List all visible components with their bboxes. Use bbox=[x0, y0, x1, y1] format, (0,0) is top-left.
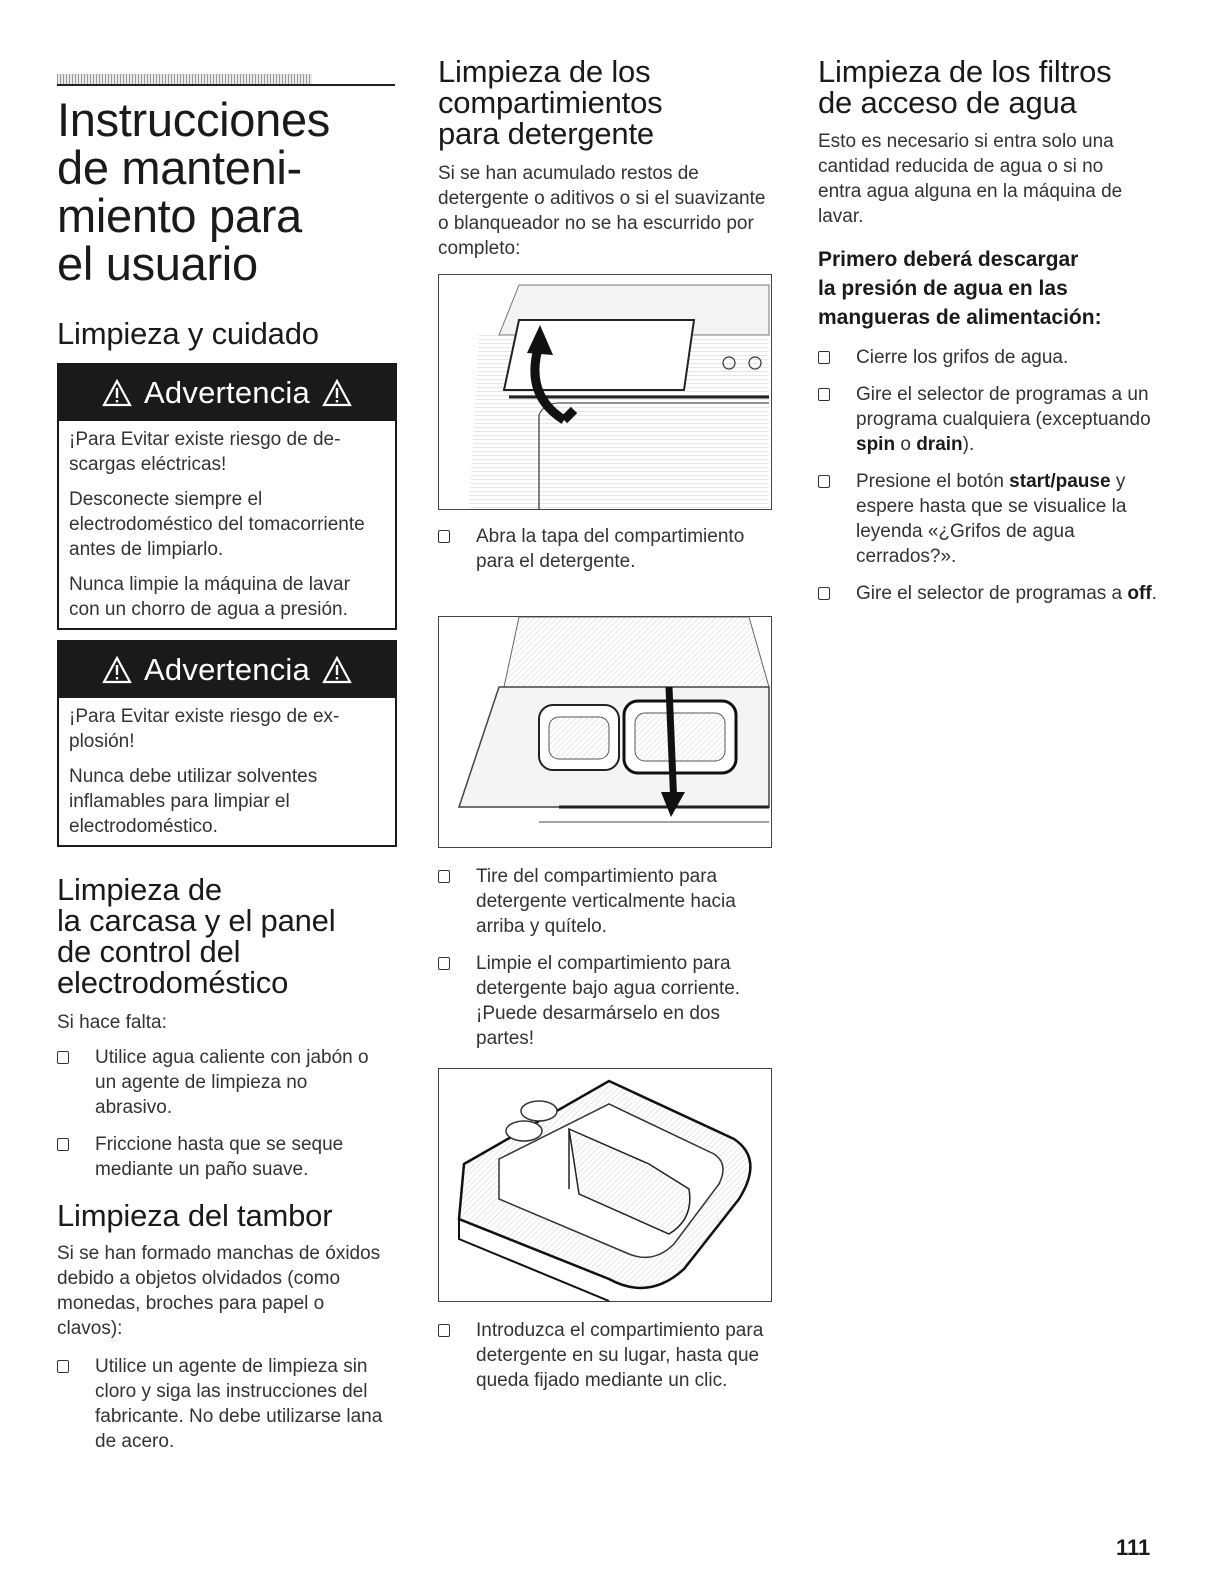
instruction-list bbox=[818, 345, 1158, 618]
illustration-pull-drawer bbox=[438, 616, 772, 848]
illustration-open-lid bbox=[438, 274, 772, 510]
warning-header bbox=[59, 365, 395, 421]
list-item: Limpie el compartimiento para detergente bajo agua corriente. ¡Puede desarmárselo en dos partes! bbox=[438, 951, 778, 1051]
list-item: Gire el selector de programas a un programa cualquiera (exceptuando spin o drain). bbox=[818, 382, 1158, 457]
section-heading-water-filters: Limpieza de los filtros de acceso de agua bbox=[818, 54, 1112, 120]
instruction-list bbox=[438, 524, 773, 586]
checkbox-bullet-icon bbox=[818, 351, 830, 364]
warning-title: Advertencia bbox=[144, 375, 310, 410]
page-title: Instrucciones de manteni- miento para el usuario bbox=[57, 93, 331, 290]
checkbox-bullet-icon bbox=[438, 870, 450, 883]
list-item: Gire el selector de programas a off. bbox=[818, 581, 1158, 606]
warning-title: Advertencia bbox=[144, 652, 310, 687]
warning-text: Nunca debe utilizar solventes inflamables para limpiar el electrodoméstico. bbox=[69, 766, 318, 837]
warning-text: Nunca limpie la máquina de lavar con un chorro de agua a presión. bbox=[69, 574, 350, 620]
list-item: Utilice un agente de limpieza sin cloro y siga las instrucciones del fabricante. No debe utilizarse lana de acero. bbox=[57, 1354, 387, 1454]
checkbox-bullet-icon bbox=[818, 475, 830, 488]
subheading-release-pressure: Primero deberá descargar la presión de agua en las mangueras de alimentación: bbox=[818, 248, 1102, 329]
section-intro: Esto es necesario si entra solo una cantidad reducida de agua o si no entra agua alguna en la máquina de lavar. bbox=[818, 131, 1123, 227]
checkbox-bullet-icon bbox=[818, 587, 830, 600]
instruction-list bbox=[438, 864, 778, 1063]
warning-text: ¡Para Evitar existe riesgo de ex-plosión! bbox=[69, 706, 340, 752]
checkbox-bullet-icon bbox=[57, 1360, 69, 1373]
checkbox-bullet-icon bbox=[438, 1324, 450, 1337]
list-item: Utilice agua caliente con jabón o un agente de limpieza no abrasivo. bbox=[57, 1045, 387, 1120]
section-intro: Si se han formado manchas de óxidos debido a objetos olvidados (como monedas, broches para papel o clavos): bbox=[57, 1243, 381, 1339]
section-heading-cleaning-care: Limpieza y cuidado bbox=[57, 316, 319, 351]
bullet-list bbox=[57, 1354, 387, 1466]
list-item: Cierre los grifos de agua. bbox=[818, 345, 1158, 370]
list-item: Tire del compartimiento para detergente verticalmente hacia arriba y quítelo. bbox=[438, 864, 778, 939]
page-number: 111 bbox=[1116, 1535, 1151, 1560]
section-heading-drum: Limpieza del tambor bbox=[57, 1198, 333, 1233]
list-item: Introduzca el compartimiento para detergente en su lugar, hasta que queda fijado mediante un clic. bbox=[438, 1318, 778, 1393]
warning-box-explosion bbox=[57, 640, 397, 847]
checkbox-bullet-icon bbox=[438, 957, 450, 970]
warning-box-electric bbox=[57, 363, 397, 630]
list-item: Abra la tapa del compartimiento para el detergente. bbox=[438, 524, 773, 574]
checkbox-bullet-icon bbox=[438, 530, 450, 543]
checkbox-bullet-icon bbox=[57, 1051, 69, 1064]
warning-text: ¡Para Evitar existe riesgo de de-scargas eléctricas! bbox=[69, 429, 341, 475]
illustration-detergent-drawer bbox=[438, 1068, 772, 1302]
checkbox-bullet-icon bbox=[57, 1138, 69, 1151]
section-intro: Si hace falta: bbox=[57, 1012, 167, 1033]
list-item: Presione el botón start/pause y espere hasta que se visualice la leyenda «¿Grifos de agua cerrados?». bbox=[818, 469, 1158, 569]
warning-triangle-icon bbox=[102, 656, 132, 684]
section-heading-detergent: Limpieza de los compartimientos para detergente bbox=[438, 54, 663, 151]
section-heading-housing-panel: Limpieza de la carcasa y el panel de control del electrodoméstico bbox=[57, 872, 336, 1000]
warning-text: Desconecte siempre el electrodoméstico del tomacorriente antes de limpiarlo. bbox=[69, 489, 365, 560]
checkbox-bullet-icon bbox=[818, 388, 830, 401]
warning-triangle-icon bbox=[322, 656, 352, 684]
bullet-list bbox=[57, 1045, 387, 1194]
warning-header bbox=[59, 642, 395, 698]
warning-triangle-icon bbox=[322, 379, 352, 407]
warning-triangle-icon bbox=[102, 379, 132, 407]
instruction-list bbox=[438, 1318, 778, 1405]
section-intro: Si se han acumulado restos de detergente o aditivos o si el suavizante o blanqueador no se ha escurrido por completo: bbox=[438, 163, 766, 259]
top-decorative-rule bbox=[57, 74, 395, 86]
list-item: Friccione hasta que se seque mediante un paño suave. bbox=[57, 1132, 387, 1182]
